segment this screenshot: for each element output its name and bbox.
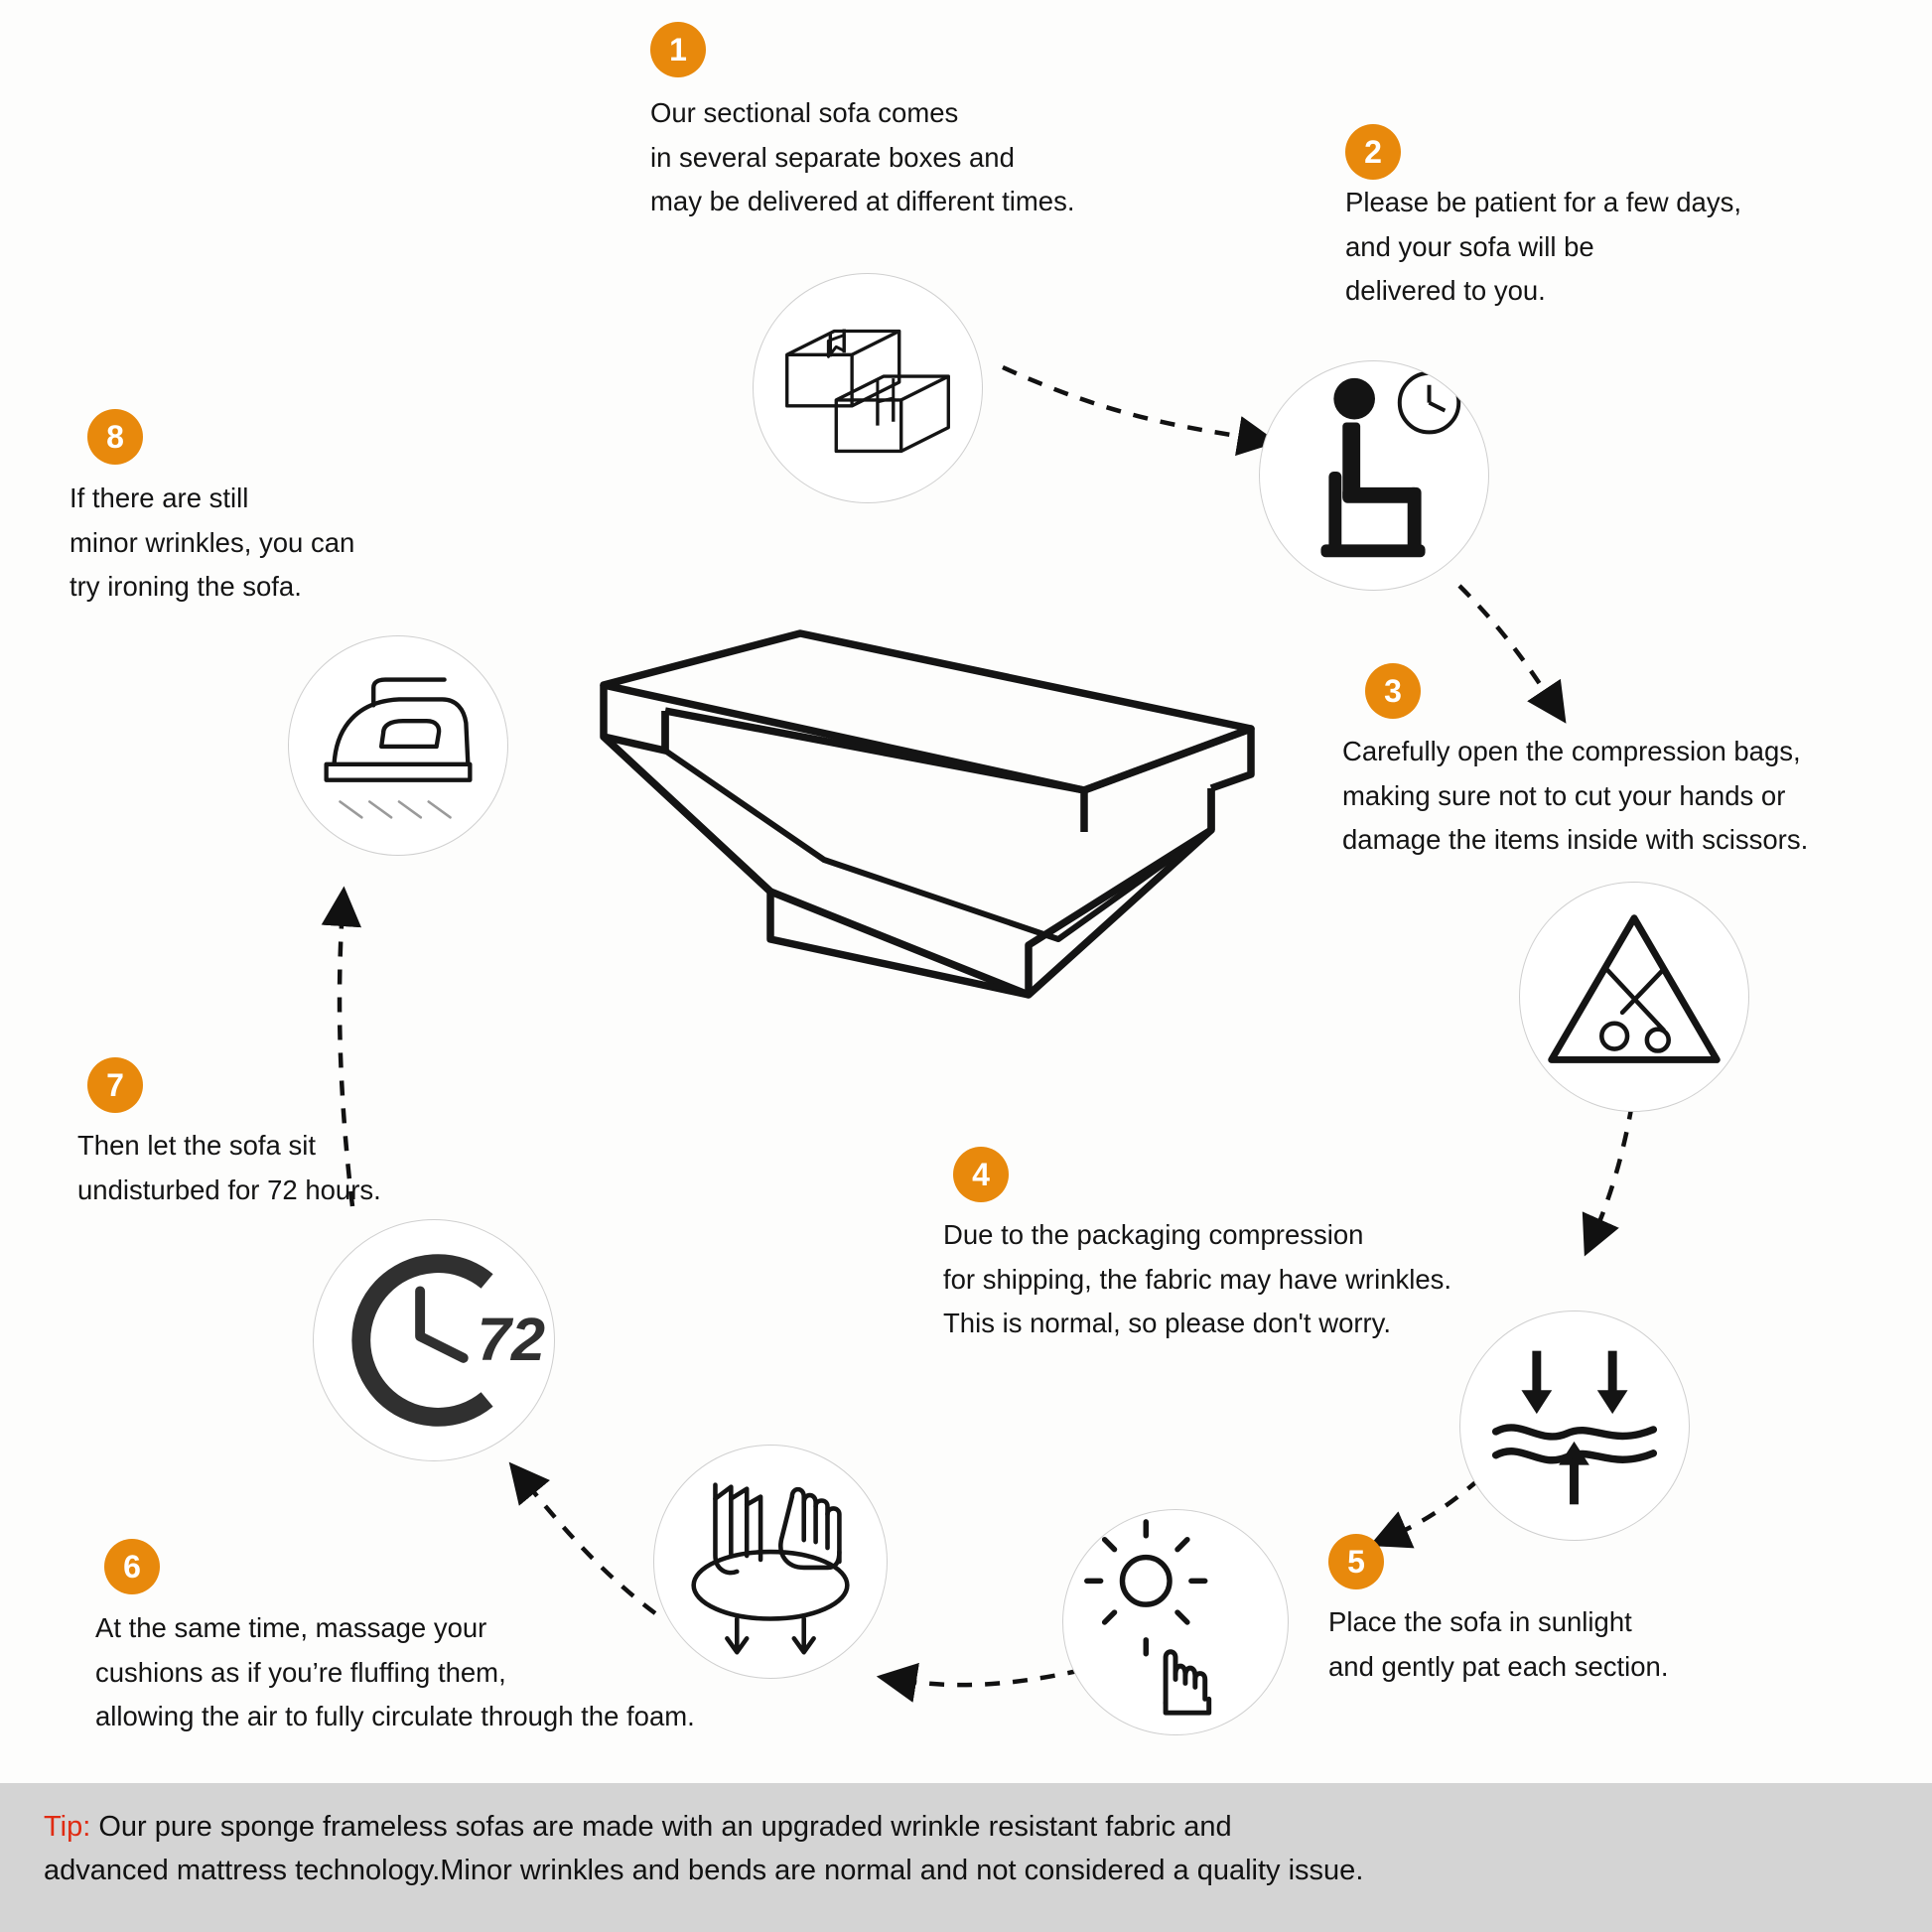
boxes-icon: [753, 273, 983, 503]
step-text-6: [95, 1606, 695, 1739]
step-6-line-3: allowing the air to fully circulate through the foam.: [95, 1701, 695, 1732]
step-text-7: [77, 1124, 381, 1212]
step-4-line-1: Due to the packaging compression: [943, 1219, 1364, 1250]
step-badge-7-label: 7: [106, 1067, 124, 1103]
step-text-3: [1342, 730, 1808, 863]
step-badge-6: [104, 1539, 160, 1594]
tip-text-1: Our pure sponge frameless sofas are made with an upgraded wrinkle resistant fabric and: [90, 1811, 1232, 1843]
step-3-line-2: making sure not to cut your hands or: [1342, 779, 1786, 811]
clock-72-icon: [313, 1219, 555, 1461]
step-text-8: [69, 477, 354, 610]
step-text-1: [650, 91, 1075, 224]
step-5-line-2: and gently pat each section.: [1328, 1650, 1669, 1682]
scissors-warning-icon: [1519, 882, 1749, 1112]
step-badge-1-label: 1: [669, 32, 687, 68]
step-8-line-3: try ironing the sofa.: [69, 571, 302, 603]
clock-72-label: 72: [477, 1305, 546, 1374]
frameless-sofa-icon: [596, 625, 1291, 1003]
step-6-line-1: At the same time, massage your: [95, 1612, 487, 1643]
tip-label: Tip:: [44, 1811, 91, 1843]
step-badge-4-label: 4: [972, 1157, 990, 1192]
step-1-line-2: in several separate boxes and: [650, 141, 1015, 173]
hands-fluffing-icon: [653, 1445, 888, 1679]
step-2-line-3: delivered to you.: [1345, 275, 1546, 307]
step-badge-5: [1328, 1534, 1384, 1589]
step-badge-8: [87, 409, 143, 465]
step-badge-3: [1365, 663, 1421, 719]
step-4-line-3: This is normal, so please don't worry.: [943, 1308, 1392, 1339]
step-badge-6-label: 6: [123, 1549, 141, 1585]
step-badge-2: [1345, 124, 1401, 180]
person-waiting-clock-icon: [1259, 360, 1489, 591]
step-8-line-2: minor wrinkles, you can: [69, 526, 355, 558]
tip-bar: [0, 1783, 1932, 1932]
step-6-line-2: cushions as if you’re fluffing them,: [95, 1656, 506, 1688]
step-text-2: [1345, 181, 1741, 314]
tip-line-1: [44, 1805, 1888, 1849]
step-4-line-2: for shipping, the fabric may have wrinkles.: [943, 1263, 1452, 1295]
compression-wrinkles-icon: [1459, 1311, 1690, 1541]
step-text-5: [1328, 1600, 1668, 1689]
step-text-4: [943, 1213, 1451, 1346]
step-badge-7: [87, 1057, 143, 1113]
step-badge-2-label: 2: [1364, 134, 1382, 170]
step-1-line-1: Our sectional sofa comes: [650, 97, 959, 128]
step-7-line-1: Then let the sofa sit: [77, 1130, 316, 1161]
step-badge-8-label: 8: [106, 419, 124, 455]
step-badge-1: [650, 22, 706, 77]
step-3-line-3: damage the items inside with scissors.: [1342, 824, 1809, 856]
step-7-line-2: undisturbed for 72 hours.: [77, 1173, 381, 1205]
step-1-line-3: may be delivered at different times.: [650, 186, 1075, 217]
step-badge-5-label: 5: [1347, 1544, 1365, 1580]
step-8-line-1: If there are still: [69, 483, 249, 513]
step-5-line-1: Place the sofa in sunlight: [1328, 1606, 1632, 1637]
step-2-line-2: and your sofa will be: [1345, 230, 1594, 262]
step-badge-4: [953, 1147, 1009, 1202]
sun-hand-pat-icon: [1062, 1509, 1289, 1735]
iron-icon: [288, 635, 508, 856]
step-2-line-1: Please be patient for a few days,: [1345, 187, 1741, 217]
tip-line-2: advanced mattress technology.Minor wrinkles and bends are normal and not considered a quality issue.: [44, 1855, 1364, 1887]
step-badge-3-label: 3: [1384, 673, 1402, 709]
step-3-line-1: Carefully open the compression bags,: [1342, 736, 1801, 766]
